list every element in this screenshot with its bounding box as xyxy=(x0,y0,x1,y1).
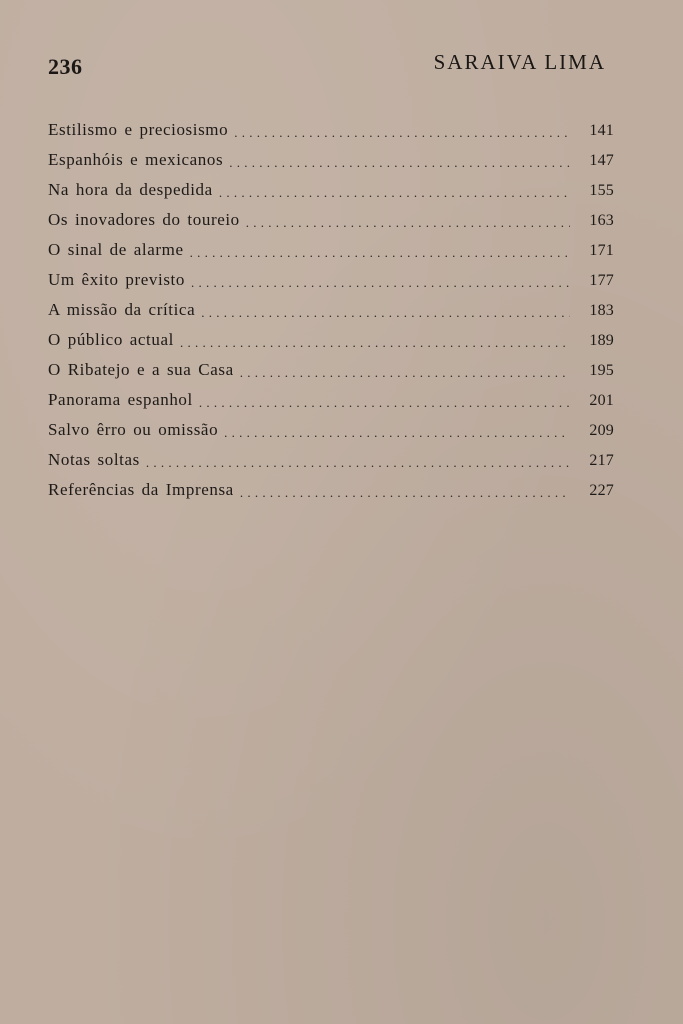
toc-entry-page: 147 xyxy=(589,152,614,169)
toc-leader-dots xyxy=(191,272,570,289)
toc-leader-dots xyxy=(190,242,570,259)
toc-leader-dots xyxy=(219,182,570,199)
toc-entry xyxy=(48,240,614,270)
toc-entry xyxy=(48,300,614,330)
toc-entry xyxy=(48,150,614,180)
toc-entry-title: Panorama espanhol xyxy=(48,390,193,409)
toc-entry-page: 141 xyxy=(589,122,614,139)
toc-entry-title: Na hora da despedida xyxy=(48,180,213,199)
toc-entry-page: 201 xyxy=(589,392,614,409)
toc-entry xyxy=(48,330,614,360)
toc-entry xyxy=(48,450,614,480)
toc-entry-title: O Ribatejo e a sua Casa xyxy=(48,360,234,379)
toc-leader-dots xyxy=(224,422,570,439)
toc-entry xyxy=(48,270,614,300)
toc-entry-title: A missão da crítica xyxy=(48,300,196,319)
toc-entry xyxy=(48,390,614,420)
toc-entry-title: Notas soltas xyxy=(48,450,140,469)
toc-leader-dots xyxy=(199,392,570,409)
toc-leader-dots xyxy=(180,332,570,349)
toc-entry-title: Referências da Imprensa xyxy=(48,480,234,499)
toc-entry-page: 177 xyxy=(589,272,614,289)
toc-leader-dots xyxy=(246,212,570,229)
toc-entry-page: 183 xyxy=(589,302,614,319)
toc-entry-page: 163 xyxy=(589,212,614,229)
toc-entry xyxy=(48,360,614,390)
toc-entry-page: 155 xyxy=(589,182,614,199)
toc-entry xyxy=(48,420,614,450)
toc-entry-page: 189 xyxy=(589,332,614,349)
toc-entry-title: Os inovadores do toureio xyxy=(48,210,240,229)
toc-entry-page: 195 xyxy=(589,362,614,379)
toc-leader-dots xyxy=(201,302,570,319)
toc-leader-dots xyxy=(240,362,570,379)
toc-entry-page: 171 xyxy=(589,242,614,259)
toc-entry-page: 209 xyxy=(589,422,614,439)
running-head: SARAIVA LIMA xyxy=(433,50,606,74)
page-header xyxy=(48,50,606,80)
toc-entry xyxy=(48,210,614,240)
toc-entry-title: Estilismo e preciosismo xyxy=(48,120,229,139)
table-of-contents xyxy=(48,120,614,510)
toc-entry xyxy=(48,480,614,510)
toc-leader-dots xyxy=(229,152,570,169)
toc-entry-title: O público actual xyxy=(48,330,174,349)
toc-entry-title: Um êxito previsto xyxy=(48,270,185,289)
toc-entry-title: O sinal de alarme xyxy=(48,240,184,259)
toc-entry xyxy=(48,180,614,210)
toc-entry-page: 217 xyxy=(589,452,614,469)
toc-entry xyxy=(48,120,614,150)
toc-leader-dots xyxy=(146,452,570,469)
toc-entry-title: Espanhóis e mexicanos xyxy=(48,150,224,169)
toc-leader-dots xyxy=(234,122,570,139)
page-number: 236 xyxy=(48,54,83,79)
toc-entry-page: 227 xyxy=(589,482,614,499)
toc-leader-dots xyxy=(240,482,570,499)
toc-entry-title: Salvo êrro ou omissão xyxy=(48,420,219,439)
